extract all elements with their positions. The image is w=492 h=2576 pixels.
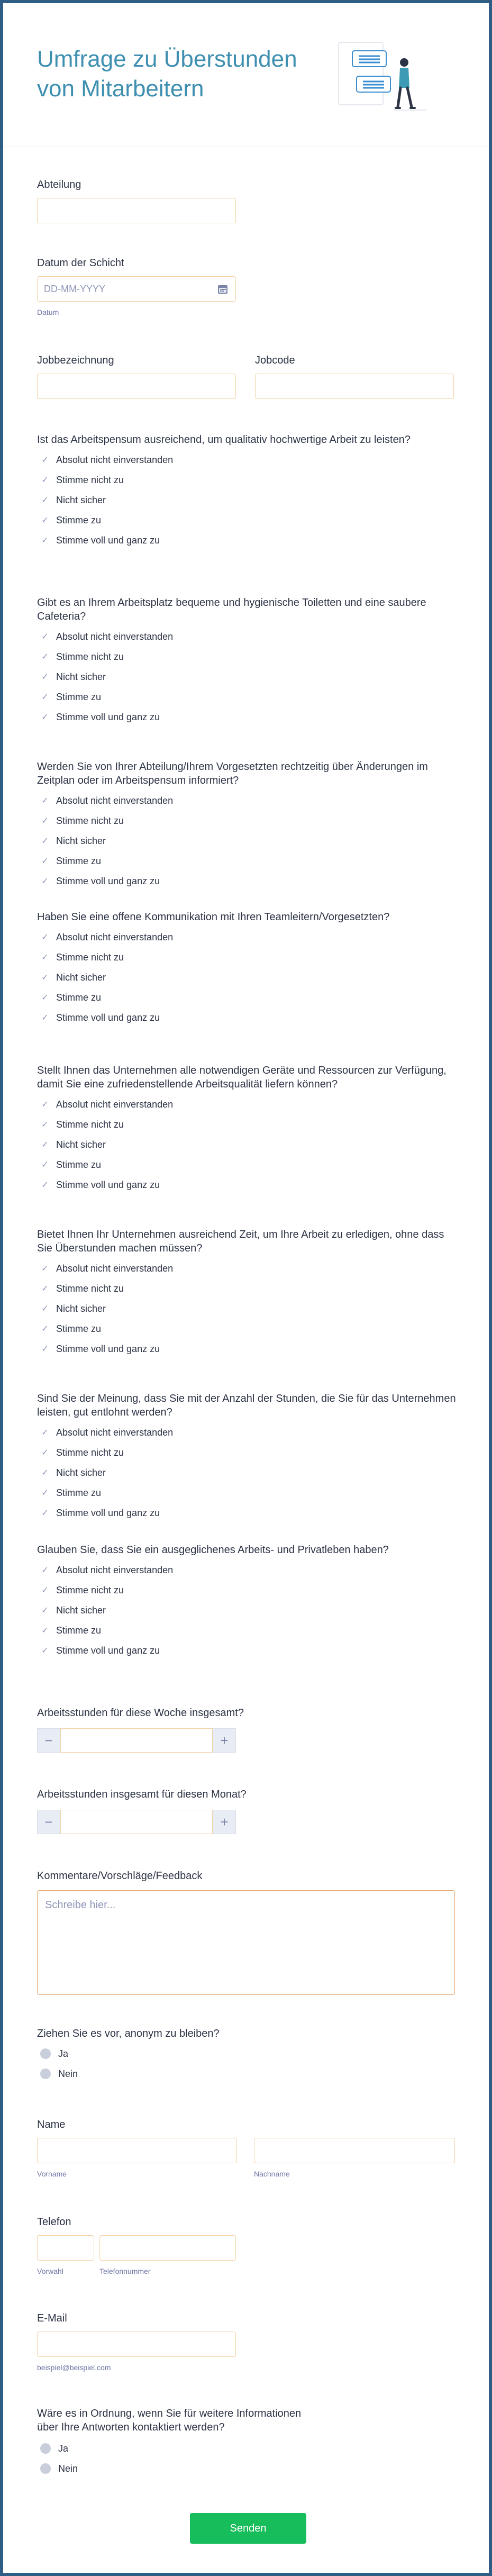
checkmark-icon: ✓ — [41, 1264, 49, 1273]
survey-illustration-icon — [336, 39, 432, 119]
question-8-option-2[interactable] — [40, 1583, 124, 1597]
question-3-option-2[interactable] — [40, 814, 124, 828]
question-7-option-5[interactable] — [40, 1506, 160, 1520]
radio-icon — [40, 2443, 51, 2454]
question-2-option-2[interactable] — [40, 650, 124, 664]
question-3-option-3[interactable] — [40, 834, 106, 848]
option-label: Nicht sicher — [56, 1604, 106, 1616]
checkmark-icon: ✓ — [41, 796, 49, 805]
question-6-option-4[interactable] — [40, 1322, 101, 1336]
option-label: Stimme voll und ganz zu — [56, 1012, 160, 1023]
question-1-option-4[interactable] — [40, 513, 101, 527]
checkmark-icon: ✓ — [41, 933, 49, 942]
question-1-label: Ist das Arbeitspensum ausreichend, um qualitativ hochwertige Arbeit zu leisten? — [37, 434, 411, 446]
radio-icon — [40, 2048, 51, 2059]
question-5-option-4[interactable] — [40, 1158, 101, 1172]
job-title-input[interactable] — [37, 374, 236, 399]
job-title-label: Jobbezeichnung — [37, 355, 114, 366]
checkmark-icon: ✓ — [41, 1566, 49, 1575]
email-sublabel: beispiel@beispiel.com — [37, 2363, 111, 2372]
first-name-sublabel: Vorname — [37, 2170, 67, 2178]
option-label: Stimme nicht zu — [56, 1447, 124, 1458]
question-6-option-5[interactable] — [40, 1342, 160, 1356]
job-code-label: Jobcode — [255, 355, 295, 366]
submit-button[interactable]: Senden — [190, 2513, 306, 2544]
phone-area-code-sublabel: Vorwahl — [37, 2267, 63, 2275]
option-label: Nicht sicher — [56, 1467, 106, 1478]
form-title: Umfrage zu Überstunden von Mitarbeitern — [37, 46, 297, 102]
option-label: Nicht sicher — [56, 671, 106, 682]
radio-icon — [40, 2463, 51, 2474]
option-label: Stimme voll und ganz zu — [56, 1179, 160, 1190]
monthly-hours-input[interactable] — [60, 1810, 213, 1834]
phone-label: Telefon — [37, 2216, 71, 2228]
calendar-icon[interactable] — [217, 283, 229, 295]
anonymous-option-yes[interactable]: Ja — [40, 2047, 68, 2061]
question-8-option-1[interactable] — [40, 1563, 173, 1577]
option-label: Stimme voll und ganz zu — [56, 1645, 160, 1656]
question-2-option-5[interactable] — [40, 710, 160, 724]
question-1-option-2[interactable] — [40, 473, 124, 487]
monthly-hours-increment-button[interactable]: + — [213, 1810, 236, 1834]
option-label: Stimme nicht zu — [56, 1584, 124, 1595]
option-label: Absolut nicht einverstanden — [56, 631, 174, 642]
option-label: Stimme zu — [56, 691, 102, 702]
option-label: Nicht sicher — [56, 835, 106, 846]
shift-date-sublabel: Datum — [37, 308, 59, 316]
question-4-option-2[interactable] — [40, 950, 124, 964]
contact-option-no[interactable]: Nein — [40, 2462, 78, 2475]
option-label: Stimme voll und ganz zu — [56, 534, 160, 546]
question-7-label: Sind Sie der Meinung, dass Sie mit der Anzahl der Stunden, die Sie für das Unternehmen leisten, gut entlohnt werden? — [37, 1393, 456, 1418]
question-3-option-5[interactable] — [40, 874, 160, 888]
question-5-option-3[interactable] — [40, 1138, 106, 1151]
question-8-option-4[interactable] — [40, 1623, 101, 1637]
question-8-label: Glauben Sie, dass Sie ein ausgeglichenes Arbeits- und Privatleben haben? — [37, 1544, 389, 1556]
weekly-hours-label: Arbeitsstunden für diese Woche insgesamt? — [37, 1707, 244, 1719]
checkmark-icon: ✓ — [41, 652, 49, 661]
phone-area-code-input[interactable] — [37, 2235, 94, 2261]
option-label: Nicht sicher — [56, 1303, 106, 1314]
shift-date-input[interactable] — [37, 276, 236, 302]
checkmark-icon: ✓ — [41, 673, 49, 682]
form-footer — [3, 2480, 489, 2573]
checkmark-icon: ✓ — [41, 837, 49, 846]
question-4-label: Haben Sie eine offene Kommunikation mit Ihren Teamleitern/Vorgesetzten? — [37, 911, 390, 923]
option-label: Absolut nicht einverstanden — [56, 1427, 174, 1438]
email-input[interactable] — [37, 2332, 236, 2357]
question-8-option-5[interactable] — [40, 1644, 160, 1657]
question-5-option-2[interactable] — [40, 1118, 124, 1131]
option-label: Stimme voll und ganz zu — [56, 711, 160, 722]
phone-number-input[interactable] — [99, 2235, 236, 2261]
checkmark-icon: ✓ — [41, 1586, 49, 1595]
checkmark-icon: ✓ — [41, 1468, 49, 1477]
option-label: Stimme zu — [56, 1625, 102, 1636]
last-name-sublabel: Nachname — [254, 2170, 290, 2178]
option-label: Stimme nicht zu — [56, 951, 124, 963]
question-2-label: Gibt es an Ihrem Arbeitsplatz bequeme und hygienische Toiletten und eine saubere Cafeteria? — [37, 597, 426, 622]
question-6-label: Bietet Ihnen Ihr Unternehmen ausreichend Zeit, um Ihre Arbeit zu erledigen, ohne dass Sie Überstunden machen müssen? — [37, 1229, 444, 1254]
anonymous-option-no[interactable]: Nein — [40, 2067, 78, 2081]
option-label: Absolut nicht einverstanden — [56, 795, 174, 806]
checkmark-icon: ✓ — [41, 973, 49, 982]
monthly-hours-label: Arbeitsstunden insgesamt für diesen Monat? — [37, 1789, 247, 1800]
question-3-option-1[interactable] — [40, 794, 173, 808]
form-frame — [3, 3, 489, 2573]
checkmark-icon: ✓ — [41, 1140, 49, 1149]
contact-label: Wäre es in Ordnung, wenn Sie für weitere Informationen über Ihre Antworten kontaktiert werden? — [37, 2408, 302, 2433]
checkmark-icon: ✓ — [41, 496, 49, 505]
option-label: Nicht sicher — [56, 494, 106, 505]
first-name-input[interactable] — [37, 2138, 237, 2163]
option-label: Stimme zu — [56, 1159, 102, 1170]
option-label: Stimme nicht zu — [56, 651, 124, 662]
form-header — [3, 3, 489, 147]
option-label: Absolut nicht einverstanden — [56, 1564, 174, 1575]
checkmark-icon: ✓ — [41, 693, 49, 702]
checkmark-icon: ✓ — [41, 1325, 49, 1334]
question-3-option-4[interactable] — [40, 854, 101, 868]
checkmark-icon: ✓ — [41, 1428, 49, 1437]
question-2-option-1[interactable] — [40, 630, 173, 643]
checkmark-icon: ✓ — [41, 456, 49, 465]
checkmark-icon: ✓ — [41, 1509, 49, 1518]
option-label: Stimme voll und ganz zu — [56, 875, 160, 886]
checkmark-icon: ✓ — [41, 516, 49, 525]
option-label: Nicht sicher — [56, 1139, 106, 1150]
question-4-option-3[interactable] — [40, 970, 106, 984]
comments-label: Kommentare/Vorschläge/Feedback — [37, 1870, 203, 1882]
checkmark-icon: ✓ — [41, 1345, 49, 1354]
option-label: Stimme nicht zu — [56, 474, 124, 485]
question-6-option-1[interactable] — [40, 1262, 173, 1275]
checkmark-icon: ✓ — [41, 1489, 49, 1498]
monthly-hours-spinner — [37, 1810, 236, 1834]
email-label: E-Mail — [37, 2312, 67, 2324]
weekly-hours-increment-button[interactable]: + — [213, 1728, 236, 1753]
checkmark-icon: ✓ — [41, 1160, 49, 1169]
checkmark-icon: ✓ — [41, 1120, 49, 1129]
question-7-option-2[interactable] — [40, 1446, 124, 1459]
checkmark-icon: ✓ — [41, 1626, 49, 1635]
department-label: Abteilung — [37, 179, 81, 191]
option-label: Nicht sicher — [56, 972, 106, 983]
question-5-label: Stellt Ihnen das Unternehmen alle notwendigen Geräte und Ressourcen zur Verfügung, damit Sie eine zufriedenstellende Arbeitsqualität liefern können? — [37, 1065, 447, 1090]
checkmark-icon: ✓ — [41, 1304, 49, 1313]
last-name-input[interactable] — [254, 2138, 455, 2163]
checkmark-icon: ✓ — [41, 1448, 49, 1457]
question-1-option-3[interactable] — [40, 493, 106, 507]
checkmark-icon: ✓ — [41, 1606, 49, 1615]
option-label: Stimme zu — [56, 1323, 102, 1334]
checkmark-icon: ✓ — [41, 993, 49, 1002]
option-label: Stimme zu — [56, 1487, 102, 1498]
name-label: Name — [37, 2119, 66, 2130]
department-input[interactable] — [37, 198, 236, 223]
question-7-option-4[interactable] — [40, 1486, 101, 1500]
question-7-option-3[interactable] — [40, 1466, 106, 1480]
question-1-option-5[interactable] — [40, 533, 160, 547]
checkmark-icon: ✓ — [41, 713, 49, 722]
question-5-option-1[interactable] — [40, 1097, 173, 1111]
monthly-hours-decrement-button[interactable]: − — [37, 1810, 60, 1834]
option-label: Stimme zu — [56, 992, 102, 1003]
option-label: Stimme nicht zu — [56, 815, 124, 826]
option-label: Absolut nicht einverstanden — [56, 1099, 174, 1110]
question-7-option-1[interactable] — [40, 1426, 173, 1439]
checkmark-icon: ✓ — [41, 476, 49, 485]
shift-date-label: Datum der Schicht — [37, 257, 124, 269]
question-6-option-3[interactable] — [40, 1302, 106, 1316]
contact-option-yes[interactable]: Ja — [40, 2442, 68, 2455]
question-3-label: Werden Sie von Ihrer Abteilung/Ihrem Vorgesetzten rechtzeitig über Änderungen im Zeitplan oder im Arbeitspensum informiert? — [37, 761, 428, 786]
option-label: Absolut nicht einverstanden — [56, 454, 174, 465]
question-8-option-3[interactable] — [40, 1603, 106, 1617]
option-label: Stimme voll und ganz zu — [56, 1507, 160, 1518]
question-1-option-1[interactable] — [40, 453, 173, 467]
checkmark-icon: ✓ — [41, 1284, 49, 1293]
phone-number-sublabel: Telefonnummer — [99, 2267, 151, 2275]
question-4-option-4[interactable] — [40, 991, 101, 1004]
option-label: Absolut nicht einverstanden — [56, 1263, 174, 1274]
option-label: Stimme nicht zu — [56, 1283, 124, 1294]
checkmark-icon: ✓ — [41, 857, 49, 866]
option-label: Stimme voll und ganz zu — [56, 1343, 160, 1354]
checkmark-icon: ✓ — [41, 536, 49, 545]
anonymous-label: Ziehen Sie es vor, anonym zu bleiben? — [37, 2028, 220, 2039]
checkmark-icon: ✓ — [41, 953, 49, 962]
option-label: Absolut nicht einverstanden — [56, 931, 174, 942]
weekly-hours-decrement-button[interactable]: − — [37, 1728, 60, 1753]
question-2-option-4[interactable] — [40, 690, 101, 704]
question-2-option-3[interactable] — [40, 670, 106, 684]
checkmark-icon: ✓ — [41, 1013, 49, 1022]
checkmark-icon: ✓ — [41, 1646, 49, 1655]
question-4-option-1[interactable] — [40, 930, 173, 944]
question-6-option-2[interactable] — [40, 1282, 124, 1295]
question-4-option-5[interactable] — [40, 1011, 160, 1024]
weekly-hours-input[interactable] — [60, 1728, 213, 1753]
checkmark-icon: ✓ — [41, 817, 49, 826]
job-code-input[interactable] — [255, 374, 454, 399]
radio-icon — [40, 2069, 51, 2079]
checkmark-icon: ✓ — [41, 1100, 49, 1109]
checkmark-icon: ✓ — [41, 632, 49, 641]
checkmark-icon: ✓ — [41, 1181, 49, 1190]
checkmark-icon: ✓ — [41, 877, 49, 886]
option-label: Stimme zu — [56, 855, 102, 866]
option-label: Stimme nicht zu — [56, 1119, 124, 1130]
comments-textarea[interactable] — [37, 1890, 455, 1995]
question-5-option-5[interactable] — [40, 1178, 160, 1192]
weekly-hours-spinner — [37, 1728, 236, 1753]
option-label: Stimme zu — [56, 514, 102, 525]
